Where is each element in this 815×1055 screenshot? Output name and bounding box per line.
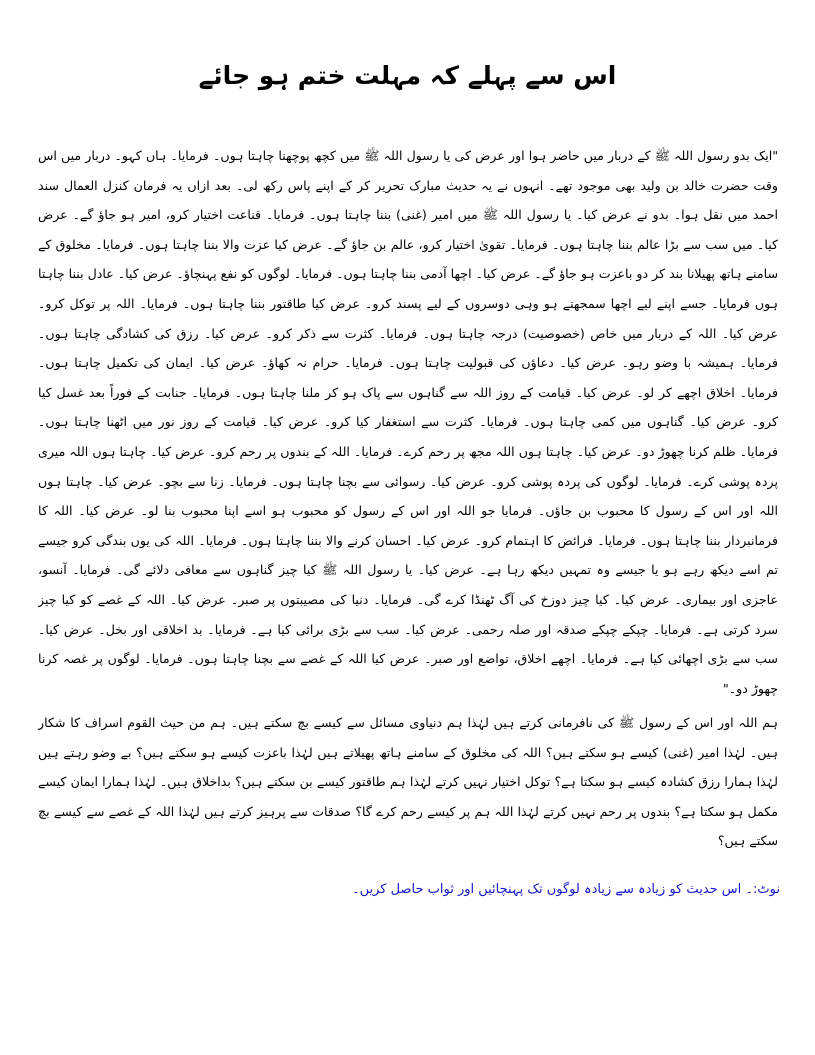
reflection-paragraph: ہم اللہ اور اس کے رسول ﷺ کی نافرمانی کرتے ہیں لہٰذا ہم دنیاوی مسائل سے کیسے بچ سکتے ہیں۔ ہم من حیث القوم اسراف کا شکار ہیں۔ لہٰذا امیر (غنی) کیسے ہو سکتے ہیں؟ اللہ کی مخلوق کے سامنے ہاتھ پھیلاتے ہیں لہٰذا باعزت کیسے ہو سکتے ہیں؟ بے وضو رہتے ہیں لہٰذا ہمارا رزق کشادہ کیسے ہو سکتا ہے؟ توکل اختیار نہیں کرتے لہٰذا ہم طاقتور کیسے بن سکتے ہیں؟ بداخلاق ہیں۔ لہٰذا ہمارا ایمان کیسے مکمل ہو سکتا ہے؟ بندوں پر رحم نہیں کرتے لہٰذا اللہ ہم پر کیسے رحم کرے گا؟ صدقات سے پرہیز کرتے ہیں لہٰذا اللہ کے غصے سے کیسے بچ سکتے ہیں؟ (38, 715, 778, 848)
note-line: نوٹ:۔ اس حدیث کو زیادہ سے زیادہ لوگوں تک پہنچائیں اور ثواب حاصل کریں۔ (351, 882, 780, 897)
document-title: اس سے پہلے کہ مہلت ختم ہو جائے (198, 61, 617, 90)
hadith-paragraph: "ایک بدو رسول اللہ ﷺ کے دربار میں حاضر ہوا اور عرض کی یا رسول اللہ ﷺ میں کچھ پوچھنا چاہتا ہوں۔ فرمایا۔ ہاں کہو۔ دربار میں اس وقت حضرت خالد بن ولید بھی موجود تھے۔ انہوں نے یہ حدیث مبارک تحریر کر کے اپنے پاس رکھ لی۔ بعد ازاں یہ فرمان کنزل العمال سند احمد میں نقل ہوا۔ بدو نے عرض کیا۔ یا رسول اللہ ﷺ میں امیر (غنی) بننا چاہتا ہوں۔ فرمایا۔ قناعت اختیار کرو، امیر ہو جاؤ گے۔ عرض کیا۔ میں سب سے بڑا عالم بننا چاہتا ہوں۔ فرمایا۔ تقویٰ اختیار کرو، عالم بن جاؤ گے۔ عرض کیا عزت والا بننا چاہتا ہوں۔ فرمایا۔ مخلوق کے سامنے ہاتھ پھیلانا بند کر دو باعزت ہو جاؤ گے۔ عرض کیا۔ اچھا آدمی بننا چاہتا ہوں۔ فرمایا۔ لوگوں کو نفع پہنچاؤ۔ عرض کیا۔ عادل بننا چاہتا ہوں فرمایا۔ جسے اپنے لیے اچھا سمجھتے ہو وہی دوسروں کے لیے پسند کرو۔ عرض کیا طاقتور بننا چاہتا ہوں۔ فرمایا۔ اللہ پر توکل کرو۔ عرض کیا۔ اللہ کے دربار میں خاص (خصوصیت) درجہ چاہتا ہوں۔ فرمایا۔ کثرت سے ذکر کرو۔ عرض کیا۔ رزق کی کشادگی چاہتا ہوں۔ فرمایا۔ ہمیشہ با وضو رہو۔ عرض کیا۔ دعاؤں کی قبولیت چاہتا ہوں۔ فرمایا۔ حرام نہ کھاؤ۔ عرض کیا۔ ایمان کی تکمیل چاہتا ہوں۔ فرمایا۔ اخلاق اچھے کر لو۔ عرض کیا۔ قیامت کے روز اللہ سے گناہوں سے پاک ہو کر ملنا چاہتا ہوں۔ فرمایا۔ جنابت کے فوراً بعد غسل کیا کرو۔ عرض کیا۔ گناہوں میں کمی چاہتا ہوں۔ فرمایا۔ کثرت سے استغفار کیا کرو۔ عرض کیا۔ قیامت کے روز نور میں اٹھنا چاہتا ہوں۔ فرمایا۔ ظلم کرنا چھوڑ دو۔ عرض کیا۔ چاہتا ہوں اللہ مجھ پر رحم کرے۔ فرمایا۔ اللہ کے بندوں پر رحم کرو۔ عرض کیا۔ چاہتا ہوں اللہ میری پردہ پوشی کرے۔ فرمایا۔ لوگوں کی پردہ پوشی کرو۔ عرض کیا۔ رسوائی سے بچنا چاہتا ہوں۔ فرمایا۔ زنا سے بچو۔ عرض کیا۔ چاہتا ہوں اللہ اور اس کے رسول کا محبوب بن جاؤں۔ فرمایا جو اللہ اور اس کے رسول کو محبوب ہو اسے اپنا محبوب بنا لو۔ عرض کیا۔ اللہ کا فرمانبردار بننا چاہتا ہوں۔ فرمایا۔ فرائض کا اہتمام کرو۔ عرض کیا۔ احسان کرنے والا بننا چاہتا ہوں۔ فرمایا۔ اللہ کی یوں بندگی کرو جیسے تم اسے دیکھ رہے ہو یا جیسے وہ تمہیں دیکھ رہا ہے۔ عرض کیا۔ یا رسول اللہ ﷺ کیا چیز گناہوں سے معافی دلائے گی۔ فرمایا۔ آنسو، عاجزی اور بیماری۔ عرض کیا۔ کیا چیز دوزخ کی آگ ٹھنڈا کرے گی۔ فرمایا۔ دنیا کی مصیبتوں پر صبر۔ عرض کیا۔ اللہ کے غصے کو کیا چیز سرد کرتی ہے۔ فرمایا۔ چپکے چپکے صدقہ اور صلہ رحمی۔ عرض کیا۔ سب سے بڑی برائی کیا ہے۔ فرمایا۔ بد اخلاقی اور بخل۔ عرض کیا۔ سب سے بڑی اچھائی کیا ہے۔ فرمایا۔ اچھے اخلاق، تواضع اور صبر۔ عرض کیا اللہ کے غصے سے بچنا چاہتا ہوں۔ فرمایا۔ لوگوں پر غصہ کرنا چھوڑ دو۔" (38, 148, 778, 696)
